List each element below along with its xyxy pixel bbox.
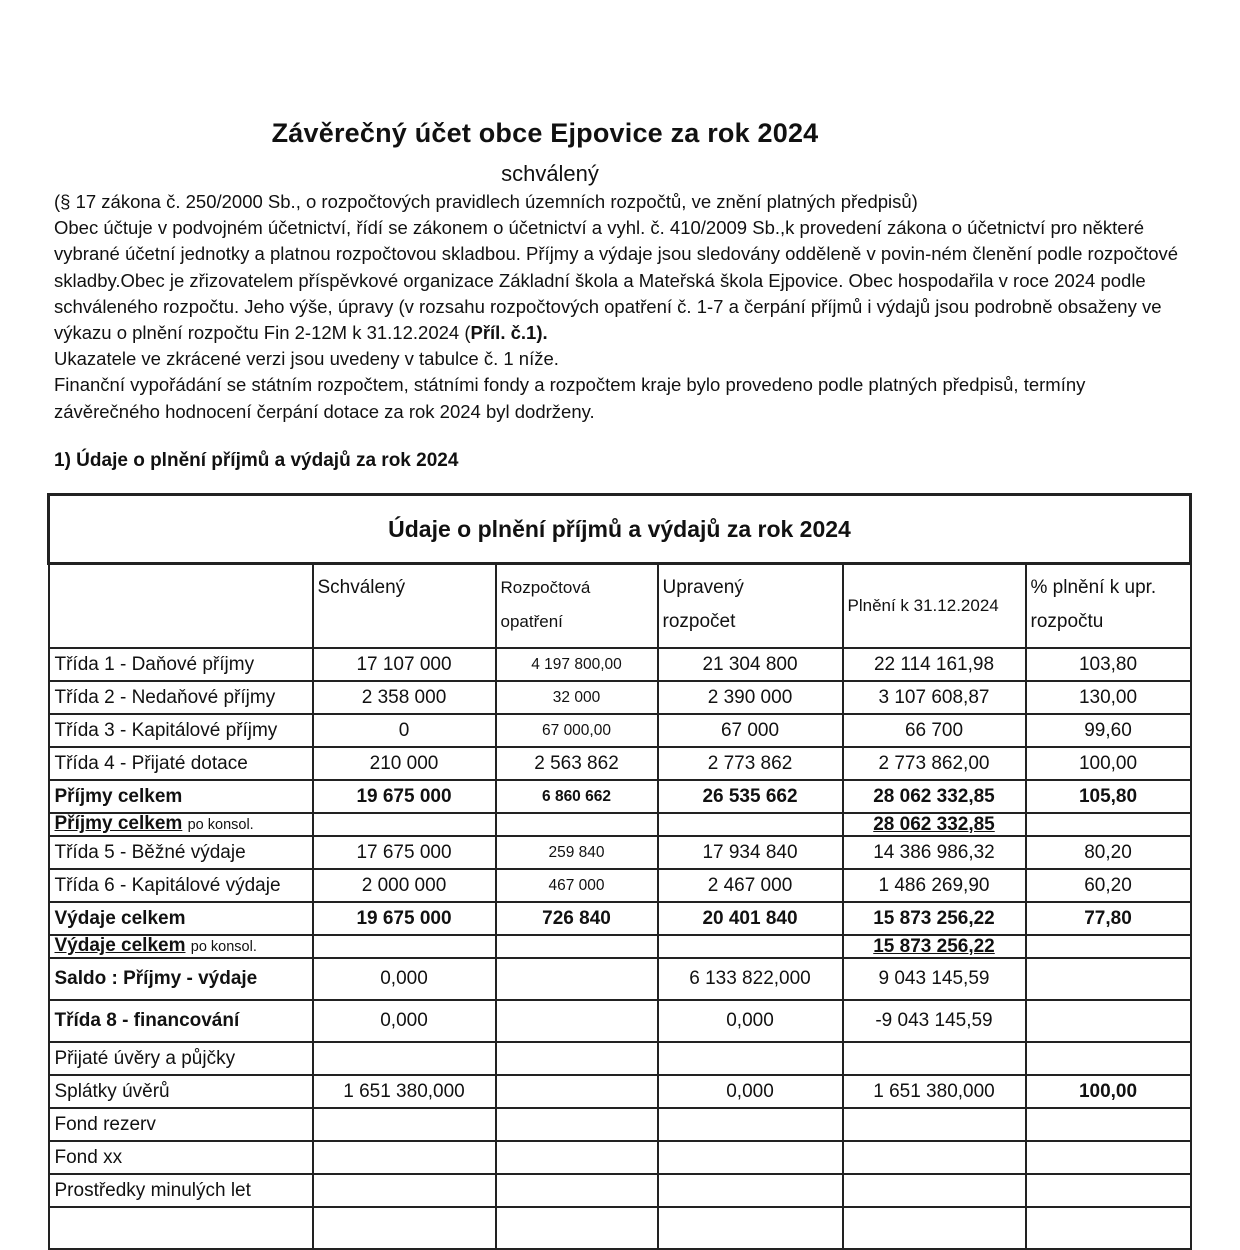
cell-approved: 19 675 000 (313, 780, 496, 813)
table-caption: Údaje o plnění příjmů a výdajů za rok 2024 (49, 495, 1191, 564)
cell-approved: 210 000 (313, 747, 496, 780)
cell-fulfillment: 28 062 332,85 (843, 780, 1026, 813)
cell-measures (496, 813, 658, 836)
row-label-text: Výdaje celkem (54, 935, 186, 956)
cell-fulfillment: 22 114 161,98 (843, 648, 1026, 681)
cell-measures (496, 1000, 658, 1042)
header-percent-line2: rozpočtu (1030, 611, 1104, 632)
cell-measures: 2 563 862 (496, 747, 658, 780)
header-approved (313, 564, 496, 649)
cell-measures (496, 1207, 658, 1249)
cell-adjusted (658, 1207, 843, 1249)
table-row (49, 869, 1191, 902)
cell-fulfillment: -9 043 145,59 (843, 1000, 1026, 1042)
cell-measures: 4 197 800,00 (496, 648, 658, 681)
cell-approved: 0,000 (313, 1000, 496, 1042)
header-adjusted-line2: rozpočet (662, 611, 736, 632)
cell-approved: 17 107 000 (313, 648, 496, 681)
row-label: Třída 3 - Kapitálové příjmy (49, 714, 313, 747)
row-label: Příjmy celkem (49, 780, 313, 813)
cell-percent: 130,00 (1026, 681, 1191, 714)
header-adjusted-budget (658, 564, 843, 649)
cell-approved (313, 1108, 496, 1141)
cell-fulfillment (843, 1042, 1026, 1075)
intro-paragraph-1-end: Ukazatele ve zkrácené verzi jsou uvedeny v tabulce č. 1 níže. (54, 348, 559, 370)
row-label: Třída 4 - Přijaté dotace (49, 747, 313, 780)
header-percent (1026, 564, 1191, 649)
cell-fulfillment: 2 773 862,00 (843, 747, 1026, 780)
cell-approved (313, 1174, 496, 1207)
document-subtitle: schválený (501, 161, 599, 186)
cell-adjusted (658, 1042, 843, 1075)
row-label: Prostředky minulých let (49, 1174, 313, 1207)
row-label: Výdaje celkem (49, 902, 313, 935)
budget-table-body (49, 495, 1191, 1250)
cell-adjusted: 21 304 800 (658, 648, 843, 681)
cell-fulfillment: 15 873 256,22 (843, 935, 1026, 958)
row-label (49, 813, 313, 836)
intro-paragraph-1 (54, 215, 1194, 372)
table-row-total-income (49, 780, 1191, 813)
row-label: Fond rezerv (49, 1108, 313, 1141)
cell-approved: 19 675 000 (313, 902, 496, 935)
cell-approved: 2 000 000 (313, 869, 496, 902)
cell-fulfillment (843, 1207, 1026, 1249)
cell-approved: 1 651 380,000 (313, 1075, 496, 1108)
cell-percent (1026, 1207, 1191, 1249)
table-row (49, 681, 1191, 714)
header-budget-measures-line2: opatření (500, 612, 563, 631)
cell-percent: 80,20 (1026, 836, 1191, 869)
header-adjusted-line1: Upravený (662, 577, 744, 598)
cell-approved (313, 935, 496, 958)
cell-measures (496, 1075, 658, 1108)
cell-adjusted: 67 000 (658, 714, 843, 747)
cell-adjusted: 0,000 (658, 1075, 843, 1108)
row-label-suffix: po konsol. (187, 817, 254, 833)
cell-fulfillment (843, 1141, 1026, 1174)
budget-table (47, 493, 1192, 1250)
cell-adjusted: 26 535 662 (658, 780, 843, 813)
intro-legal-reference: (§ 17 zákona č. 250/2000 Sb., o rozpočtových pravidlech územních rozpočtů, ve znění platných předpisů) (54, 191, 918, 212)
intro-text (54, 189, 1194, 425)
table-row-balance (49, 958, 1191, 1000)
cell-fulfillment: 3 107 608,87 (843, 681, 1026, 714)
table-row (49, 1207, 1191, 1249)
cell-percent (1026, 813, 1191, 836)
cell-fulfillment: 66 700 (843, 714, 1026, 747)
cell-approved (313, 1042, 496, 1075)
cell-adjusted: 0,000 (658, 1000, 843, 1042)
table-row (49, 747, 1191, 780)
cell-adjusted: 2 390 000 (658, 681, 843, 714)
cell-percent: 100,00 (1026, 1075, 1191, 1108)
table-row-total-expenses-consolidated (49, 935, 1191, 958)
row-label: Třída 6 - Kapitálové výdaje (49, 869, 313, 902)
intro-attachment-ref: Příl. č.1). (470, 322, 548, 344)
cell-percent (1026, 1174, 1191, 1207)
cell-measures: 259 840 (496, 836, 658, 869)
row-label (49, 1207, 313, 1249)
cell-adjusted (658, 1108, 843, 1141)
cell-fulfillment: 1 486 269,90 (843, 869, 1026, 902)
table-row (49, 714, 1191, 747)
header-budget-measures (496, 564, 658, 649)
row-label: Třída 8 - financování (49, 1000, 313, 1042)
table-row (49, 836, 1191, 869)
table-row-total-expenses (49, 902, 1191, 935)
cell-adjusted (658, 813, 843, 836)
cell-fulfillment: 14 386 986,32 (843, 836, 1026, 869)
row-label: Saldo : Příjmy - výdaje (49, 958, 313, 1000)
cell-measures (496, 1174, 658, 1207)
cell-adjusted (658, 1174, 843, 1207)
cell-adjusted: 2 467 000 (658, 869, 843, 902)
cell-approved: 2 358 000 (313, 681, 496, 714)
header-fulfillment-label: Plnění k 31.12.2024 (847, 596, 999, 615)
cell-adjusted: 6 133 822,000 (658, 958, 843, 1000)
cell-percent: 100,00 (1026, 747, 1191, 780)
table-row (49, 1108, 1191, 1141)
cell-fulfillment: 15 873 256,22 (843, 902, 1026, 935)
header-approved-label: Schválený (317, 577, 406, 598)
cell-percent: 105,80 (1026, 780, 1191, 813)
cell-percent: 77,80 (1026, 902, 1191, 935)
cell-measures: 67 000,00 (496, 714, 658, 747)
cell-fulfillment (843, 1108, 1026, 1141)
row-label: Fond xx (49, 1141, 313, 1174)
row-label-suffix: po konsol. (190, 939, 257, 955)
cell-approved (313, 1207, 496, 1249)
cell-percent (1026, 1000, 1191, 1042)
cell-percent (1026, 958, 1191, 1000)
cell-measures (496, 935, 658, 958)
header-budget-measures-line1: Rozpočtová (500, 578, 591, 597)
document-title: Závěrečný účet obce Ejpovice za rok 2024 (271, 118, 819, 148)
table-row (49, 1042, 1191, 1075)
cell-measures (496, 1141, 658, 1174)
row-label: Třída 5 - Běžné výdaje (49, 836, 313, 869)
cell-measures: 467 000 (496, 869, 658, 902)
cell-approved (313, 813, 496, 836)
cell-measures (496, 1042, 658, 1075)
cell-fulfillment: 9 043 145,59 (843, 958, 1026, 1000)
table-row (49, 1075, 1191, 1108)
table-row (49, 648, 1191, 681)
cell-percent: 103,80 (1026, 648, 1191, 681)
cell-adjusted: 2 773 862 (658, 747, 843, 780)
cell-fulfillment (843, 1174, 1026, 1207)
row-label: Splátky úvěrů (49, 1075, 313, 1108)
table-row-total-income-consolidated (49, 813, 1191, 836)
cell-measures: 6 860 662 (496, 780, 658, 813)
section-heading: 1) Údaje o plnění příjmů a výdajů za rok 2024 (54, 450, 459, 471)
cell-percent: 99,60 (1026, 714, 1191, 747)
cell-percent (1026, 1141, 1191, 1174)
header-empty (49, 564, 313, 649)
cell-fulfillment: 1 651 380,000 (843, 1075, 1026, 1108)
table-header-row (49, 564, 1191, 649)
cell-adjusted (658, 935, 843, 958)
cell-adjusted: 20 401 840 (658, 902, 843, 935)
cell-adjusted (658, 1141, 843, 1174)
header-fulfillment (843, 564, 1026, 649)
cell-percent (1026, 1108, 1191, 1141)
table-row (49, 1141, 1191, 1174)
table-row-financing (49, 1000, 1191, 1042)
row-label (49, 935, 313, 958)
cell-percent (1026, 935, 1191, 958)
row-label-text: Příjmy celkem (54, 813, 183, 834)
cell-measures (496, 958, 658, 1000)
cell-measures: 726 840 (496, 902, 658, 935)
header-percent-line1: % plnění k upr. (1030, 577, 1157, 598)
intro-paragraph-1-text: Obec účtuje v podvojném účetnictví, řídí se zákonem o účetnictví a vyhl. č. 410/2009 Sb.,k provedení zákona o účetnictví pro některé vybrané účetní jednotky a platnou rozpočtovou skladbou. Příjmy a výdaje jsou sledovány odděleně v povin-ném členění podle rozpočtové skladby.Obec je zřizovatelem příspěvkové organizace Základní škola a Mateřská škola Ejpovice. Obec hospodařila v roce 2024 podle schváleného rozpočtu. Jeho výše, úpravy (v rozsahu rozpočtových opatření č. 1-7 a čerpání příjmů i výdajů jsou podrobně obsaženy ve výkazu o plnění rozpočtu Fin 2-12M k 31.12.2024 ( (54, 217, 1179, 344)
row-label: Třída 1 - Daňové příjmy (49, 648, 313, 681)
intro-paragraph-2: Finanční vypořádání se státním rozpočtem, státními fondy a rozpočtem kraje bylo provedeno podle platných předpisů, termíny závěrečného hodnocení čerpání dotace za rok 2024 byl dodrženy. (54, 374, 1086, 422)
cell-measures: 32 000 (496, 681, 658, 714)
cell-approved: 17 675 000 (313, 836, 496, 869)
cell-percent: 60,20 (1026, 869, 1191, 902)
cell-approved: 0 (313, 714, 496, 747)
cell-percent (1026, 1042, 1191, 1075)
cell-adjusted: 17 934 840 (658, 836, 843, 869)
table-caption-row (49, 495, 1191, 564)
row-label: Třída 2 - Nedaňové příjmy (49, 681, 313, 714)
row-label: Přijaté úvěry a půjčky (49, 1042, 313, 1075)
cell-approved (313, 1141, 496, 1174)
cell-measures (496, 1108, 658, 1141)
cell-fulfillment: 28 062 332,85 (843, 813, 1026, 836)
cell-approved: 0,000 (313, 958, 496, 1000)
table-row (49, 1174, 1191, 1207)
